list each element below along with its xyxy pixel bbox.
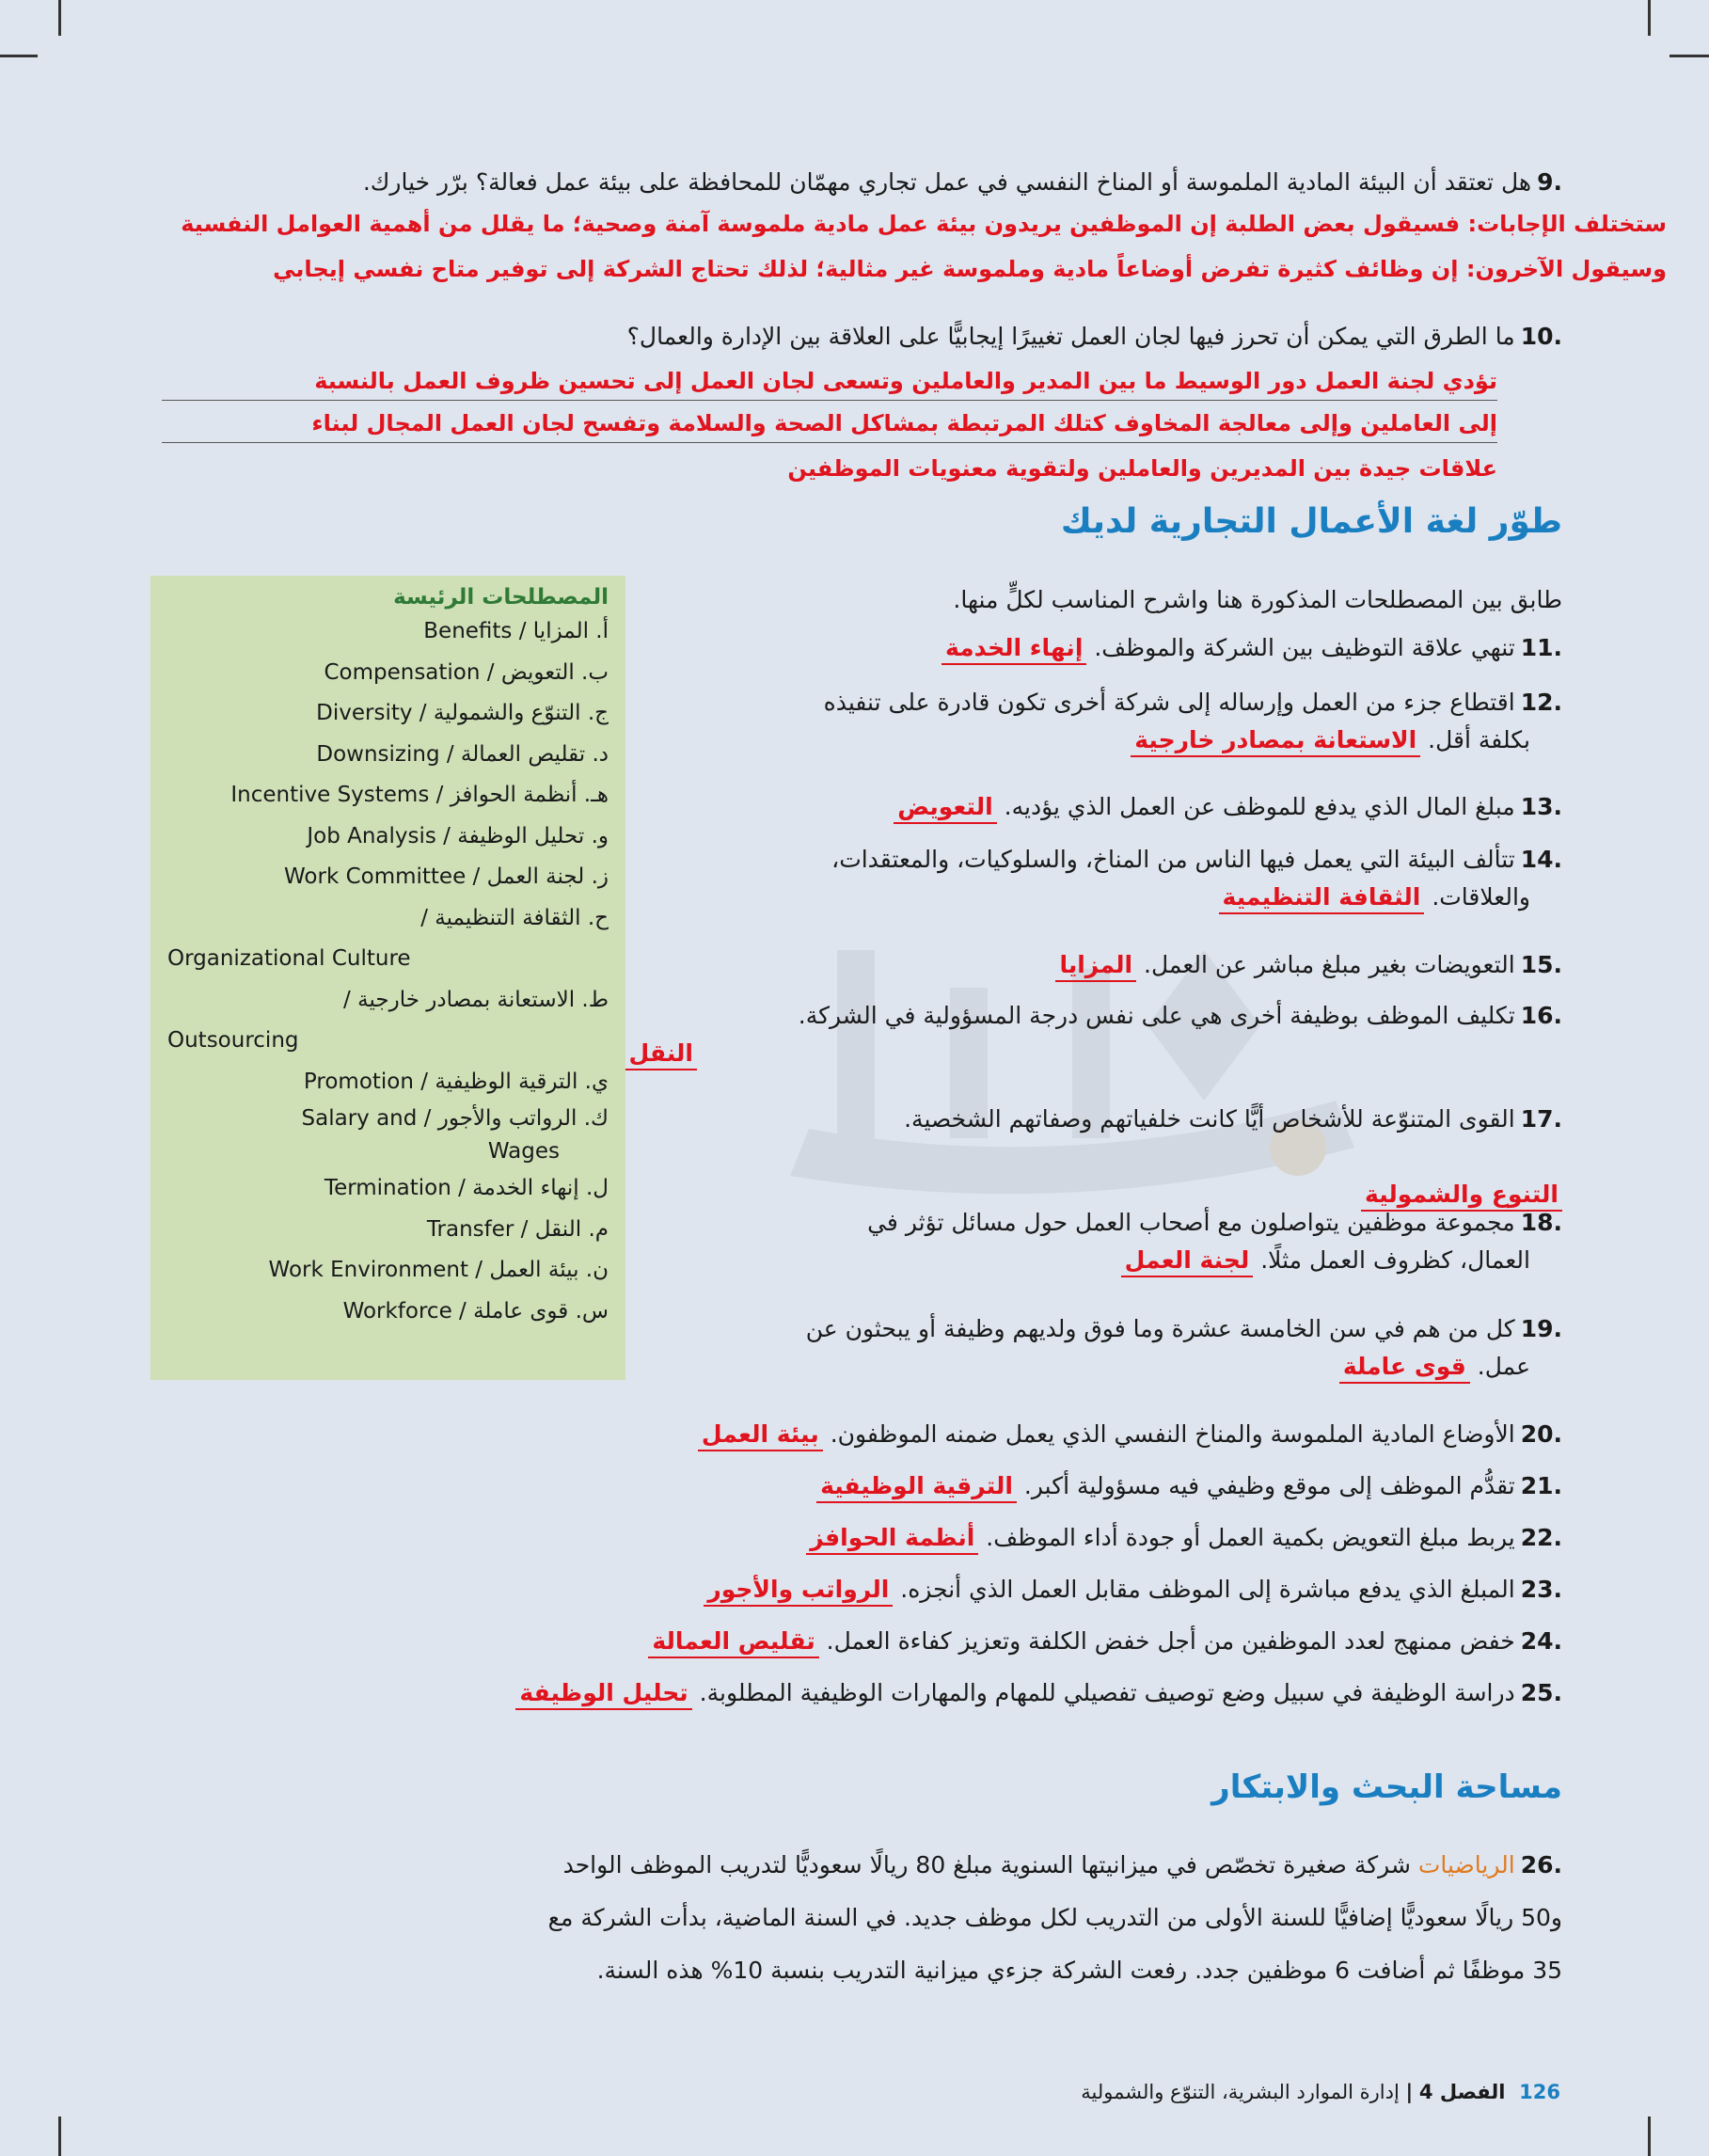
item-text-continued: عمل. xyxy=(1477,1353,1530,1380)
subject-label: الرياضيات xyxy=(1417,1851,1515,1879)
answer: التعويض xyxy=(894,792,996,824)
item-text: التعويضات بغير مبلغ مباشر عن العمل. xyxy=(1144,951,1515,978)
item-22 xyxy=(151,1519,1562,1557)
item-text: تكليف الموظف بوظيفة أخرى هي على نفس درجة المسؤولية في الشركة. xyxy=(798,1002,1515,1029)
item-text: كل من هم في سن الخامسة عشرة وما فوق ولديهم وظيفة أو يبحثون عن xyxy=(805,1315,1515,1342)
item-text: تقدُّم الموظف إلى موقع وظيفي فيه مسؤولية أكبر. xyxy=(1023,1472,1515,1499)
term-item: م. النقل / Transfer xyxy=(426,1216,609,1242)
answer-10-line-2: إلى العاملين وإلى معالجة المخاوف كتلك المرتبطة بمشاكل الصحة والسلامة وتفسح لجان العمل المجال لبناء xyxy=(162,404,1497,443)
question-9 xyxy=(151,164,1562,201)
item-21 xyxy=(151,1467,1562,1505)
item-number: .18 xyxy=(1520,1209,1562,1236)
answer-9-line-2: وسيقول الآخرون: إن وظائف كثيرة تفرض أوضاعاً مادية وملموسة غير مثالية؛ لذلك تحتاج الشركة إلى توفير متاح نفسي إيجابي xyxy=(273,256,1667,282)
term-item: Outsourcing xyxy=(167,1028,299,1053)
item-number: .22 xyxy=(1520,1524,1562,1551)
item-text: اقتطاع جزء من العمل وإرساله إلى شركة أخرى تكون قادرة على تنفيذه xyxy=(823,689,1515,716)
answer: النقل xyxy=(625,1038,697,1070)
item-text: مجموعة موظفين يتواصلون مع أصحاب العمل حول مسائل تؤثر في xyxy=(867,1209,1515,1236)
chapter-title: إدارة الموارد البشرية، التنوّع والشمولية xyxy=(1081,2081,1400,2103)
page-number: 126 xyxy=(1519,2081,1560,2103)
answer: التنوع والشمولية xyxy=(1361,1180,1562,1212)
answer: إنهاء الخدمة xyxy=(942,633,1086,665)
answer: الترقية الوظيفية xyxy=(816,1471,1017,1503)
footer-separator: | xyxy=(1405,2081,1414,2103)
question-10 xyxy=(151,318,1562,356)
question-text-line: 35 موظفًا ثم أضافت 6 موظفين جدد. رفعت الشركة جزءي ميزانية التدريب بنسبة 10% هذه السنة. xyxy=(596,1957,1562,1984)
term-item: Wages xyxy=(487,1139,560,1164)
answer: الرواتب والأجور xyxy=(704,1575,893,1607)
item-number: .15 xyxy=(1520,951,1562,978)
item-number: .12 xyxy=(1520,689,1562,716)
item-text: القوى المتنوّعة للأشخاص أيًّا كانت خلفياتهم وصفاتهم الشخصية. xyxy=(904,1105,1515,1133)
section-title-research: مساحة البحث والابتكار xyxy=(1211,1768,1562,1806)
term-item: ز. لجنة العمل / Work Committee xyxy=(284,864,609,889)
section-title-business-language: طوّر لغة الأعمال التجارية لديك xyxy=(1060,502,1562,541)
item-text: يربط مبلغ التعويض بكمية العمل أو جودة أداء الموظف. xyxy=(986,1524,1515,1551)
question-26 xyxy=(151,1839,1562,1997)
question-text: هل تعتقد أن البيئة المادية الملموسة أو المناخ النفسي في عمل تجاري مهمّان للمحافظة على بيئة عمل فعالة؟ برّر خيارك. xyxy=(362,168,1532,196)
item-number: .24 xyxy=(1520,1627,1562,1655)
crop-mark xyxy=(1648,0,1651,36)
instruction: طابق بين المصطلحات المذكورة هنا واشرح المناسب لكلٍّ منها. xyxy=(953,586,1562,613)
item-number: .21 xyxy=(1520,1472,1562,1499)
question-text: ما الطرق التي يمكن أن تحرز فيها لجان العمل تغييرًا إيجابيًّا على العلاقة بين الإدارة والعمال؟ xyxy=(626,323,1515,350)
question-text-line: و50 ريالًا سعوديًّا إضافيًّا للسنة الأولى من التدريب لكل موظف جديد. في السنة الماضية، بدأت الشركة مع xyxy=(547,1904,1562,1931)
answer-10-line-1: تؤدي لجنة العمل دور الوسيط ما بين المدير والعاملين وتسعى لجان العمل إلى تحسين ظروف العمل بالنسبة xyxy=(162,362,1497,401)
question-number: .26 xyxy=(1520,1851,1562,1879)
term-item: Organizational Culture xyxy=(167,946,411,971)
crop-mark xyxy=(1648,2116,1651,2156)
item-19 xyxy=(622,1310,1562,1386)
item-14 xyxy=(622,841,1562,916)
crop-mark xyxy=(58,0,61,36)
item-text-continued: العمال، كظروف العمل مثلًا. xyxy=(1260,1246,1530,1274)
crop-mark xyxy=(0,55,38,57)
page-footer xyxy=(1081,2081,1560,2103)
item-20 xyxy=(151,1416,1562,1453)
crop-mark xyxy=(1669,55,1709,57)
item-number: .11 xyxy=(1520,634,1562,661)
term-item: ح. الثقافة التنظيمية / xyxy=(420,905,609,930)
term-item: د. تقليص العمالة / Downsizing xyxy=(316,741,609,767)
item-number: .17 xyxy=(1520,1105,1562,1133)
question-text-line: شركة صغيرة تخصّص في ميزانيتها السنوية مبلغ 80 ريالًا سعوديًّا لتدريب الموظف الواحد xyxy=(562,1851,1411,1879)
item-24 xyxy=(151,1623,1562,1660)
answer: قوى عاملة xyxy=(1339,1352,1470,1384)
item-15 xyxy=(622,946,1562,984)
term-item: هـ. أنظمة الحوافز / Incentive Systems xyxy=(230,783,609,807)
item-number: .16 xyxy=(1520,1002,1562,1029)
answer: الاستعانة بمصادر خارجية xyxy=(1131,725,1420,757)
chapter-label: الفصل 4 xyxy=(1418,2081,1506,2103)
term-item: ن. بيئة العمل / Work Environment xyxy=(268,1258,609,1282)
term-item: ط. الاستعانة بمصادر خارجية / xyxy=(343,987,609,1012)
answer: تحليل الوظيفة xyxy=(515,1678,691,1710)
term-item: و. تحليل الوظيفة / Job Analysis xyxy=(307,823,609,848)
item-text: الأوضاع المادية الملموسة والمناخ النفسي الذي يعمل ضمنه الموظفون. xyxy=(830,1420,1515,1448)
term-item: ب. التعويض / Compensation xyxy=(324,659,609,685)
item-text: مبلغ المال الذي يدفع للموظف عن العمل الذي يؤديه. xyxy=(1004,793,1515,820)
key-terms-title: المصطلحات الرئيسة xyxy=(393,585,609,610)
item-number: .25 xyxy=(1520,1679,1562,1706)
term-item: ج. التنوّع والشمولية / Diversity xyxy=(316,701,609,725)
item-number: .20 xyxy=(1520,1420,1562,1448)
answer: تقليص العمالة xyxy=(648,1626,818,1658)
item-text: دراسة الوظيفة في سبيل وضع توصيف تفصيلي للمهام والمهارات الوظيفية المطلوبة. xyxy=(699,1679,1515,1706)
answer: أنظمة الحوافز xyxy=(806,1523,978,1555)
item-number: .13 xyxy=(1520,793,1562,820)
item-13 xyxy=(622,788,1562,826)
item-11 xyxy=(622,629,1562,667)
question-number: .9 xyxy=(1537,168,1562,196)
item-text-continued: بكلفة أقل. xyxy=(1428,726,1530,753)
answer: لجنة العمل xyxy=(1121,1245,1254,1277)
term-item: س. قوى عاملة / Workforce xyxy=(342,1298,609,1324)
term-item: أ. المزايا / Benefits xyxy=(423,619,609,643)
item-16 xyxy=(622,997,1562,1072)
item-text: خفض ممنهج لعدد الموظفين من أجل خفض الكلفة وتعزيز كفاءة العمل. xyxy=(826,1627,1515,1655)
item-number: .23 xyxy=(1520,1576,1562,1603)
item-text: تنهي علاقة التوظيف بين الشركة والموظف. xyxy=(1094,634,1515,661)
item-text: المبلغ الذي يدفع مباشرة إلى الموظف مقابل العمل الذي أنجزه. xyxy=(900,1576,1515,1603)
answer: بيئة العمل xyxy=(698,1419,823,1451)
item-number: .14 xyxy=(1520,846,1562,873)
item-12 xyxy=(622,684,1562,759)
term-item: ك. الرواتب والأجور / Salary and xyxy=(301,1106,609,1131)
answer: المزايا xyxy=(1055,950,1136,982)
item-18 xyxy=(622,1204,1562,1279)
answer: الثقافة التنظيمية xyxy=(1219,882,1425,914)
item-text-continued: والعلاقات. xyxy=(1432,883,1530,911)
answer-10-line-3: علاقات جيدة بين المديرين والعاملين ولتقوية معنويات الموظفين xyxy=(787,455,1497,482)
item-text: تتألف البيئة التي يعمل فيها الناس من المناخ، والسلوكيات، والمعتقدات، xyxy=(831,846,1515,873)
crop-mark xyxy=(58,2116,61,2156)
term-item: ي. الترقية الوظيفية / Promotion xyxy=(303,1069,609,1094)
item-17 xyxy=(622,1101,1562,1213)
answer-9-line-1: ستختلف الإجابات: فسيقول بعض الطلبة إن الموظفين يريدون بيئة عمل مادية ملموسة آمنة وصحية؛ ما يقلل من أهمية العوامل النفسية xyxy=(181,211,1667,237)
key-terms-box xyxy=(150,576,625,1380)
question-number: .10 xyxy=(1520,323,1562,350)
item-number: .19 xyxy=(1520,1315,1562,1342)
item-23 xyxy=(151,1571,1562,1609)
term-item: ل. إنهاء الخدمة / Termination xyxy=(324,1176,609,1200)
item-25 xyxy=(151,1674,1562,1712)
